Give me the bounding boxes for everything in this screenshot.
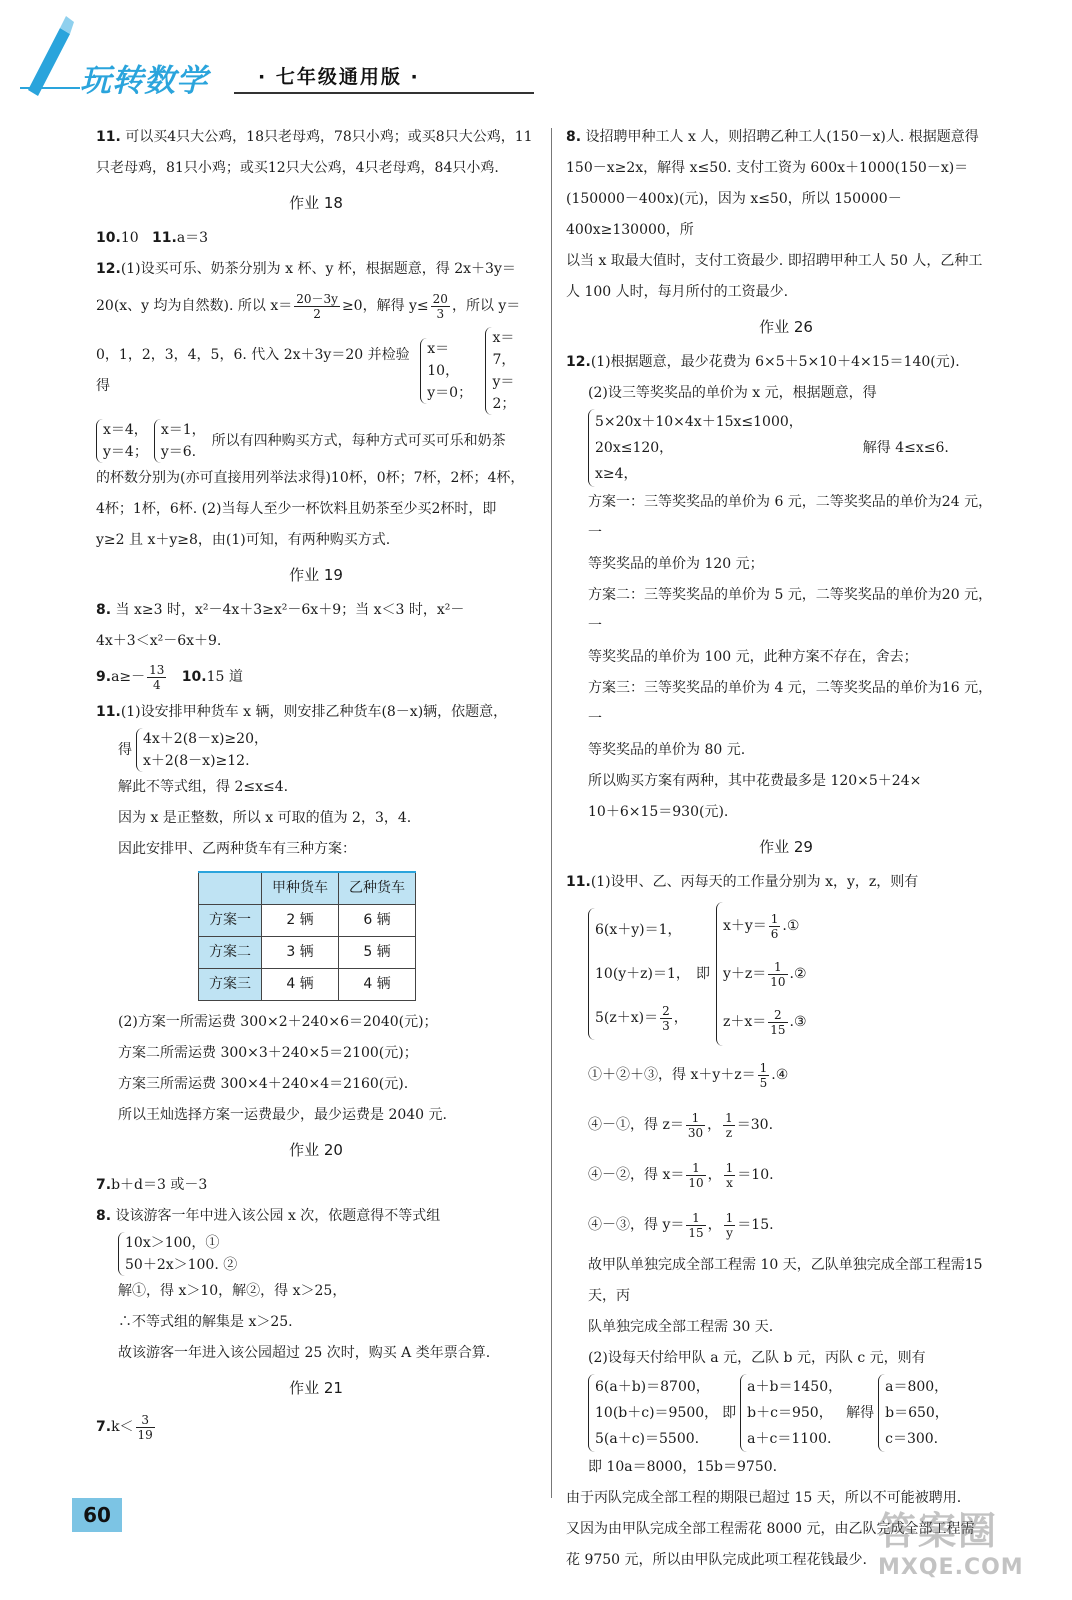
answer-10-11-hw18: 10.10 11.a＝3 bbox=[96, 230, 209, 246]
answer-8-hw25: 8. 设招聘甲种工人 x 人，则招聘乙种工人(150－x)人. 根据题意得 150－x≥2x，解得 x≤50. 支付工资为 600x＋1000(150－x)＝ (150000－400x)(元)，因为 x≤50，所以 150000－400x≥130000，所 以当 x 取最大值时，支付工资最少. 即招聘甲种工人 50 人，乙种工 人 100 人时，每月所付的工资最少. bbox=[566, 129, 983, 300]
answer-11-hw19: 11.(1)设安排甲种货车 x 辆，则安排乙种货车(8－x)辆，依题意， 得 4x＋2(8－x)≥20， x＋2(8－x)≥12. 解此不等式组，得 2≤x≤4. 因为 x 是正整数，所以 x 可取的值为 2，3，4. 因此安排甲、乙两种货车有三种方案： 甲种货车 乙种货车 方案一 2 辆 6 辆 方案二 3 辆 5 辆 方案三 4 辆 4 辆 (2)方案一所需运费 300×2＋240×6＝2040(元)； 方案二所需运费 300×3＋240×5＝2100(元)； 方案三所需运费 300×4＋240×4＝2160(元). 所以王灿选择方案一运费最少，最少运费是 2040 元. bbox=[96, 704, 508, 1123]
answer-12-hw18: 12.(1)设买可乐、奶茶分别为 x 杯、y 杯，根据题意，得 2x＋3y＝ 20(x、y 均为自然数). 所以 x＝ $\frac{20-3y}{2}$ ≥0，解得 y≤ $\frac{20}{3}$ ，所以 y＝ 0，1，2，3，4，5，6. 代入 2x＋3y＝20 并检验得 x＝10， y＝0； x＝7， y＝2； x＝4， y＝4； x＝1， y＝6. 所以有四种购买方式，每种方式可买可乐和奶茶 的杯数分别为(亦可直接用列举法求得)10杯，0杯；7杯，2杯；4杯， 4杯；1杯，6杯. (2)当每人至少一杯饮料且奶茶至少买2杯时，即 y≥2 且 x＋y≥8，由(1)可知，有两种购买方式. bbox=[96, 254, 536, 556]
brand-title: 玩转数学 bbox=[80, 63, 208, 99]
table-row: 方案一 2 辆 6 辆 bbox=[199, 905, 416, 937]
answer-8-hw19: 8. 当 x≥3 时，x²－4x＋3≥x²－6x＋9；当 x＜3 时，x²－ 4x＋3＜x²－6x＋9. bbox=[96, 602, 465, 649]
section-hw18: 作业 18 bbox=[289, 194, 343, 212]
left-column bbox=[96, 122, 536, 1446]
table-row: 方案二 3 辆 5 辆 bbox=[199, 937, 416, 969]
section-hw26: 作业 26 bbox=[759, 318, 813, 336]
answer-7-hw20: 7.b＋d＝3 或－3 bbox=[96, 1177, 208, 1193]
header-rule bbox=[234, 92, 534, 94]
section-hw19: 作业 19 bbox=[289, 566, 343, 584]
table-header bbox=[199, 872, 262, 905]
answer-12-hw26: 12.(1)根据题意，最少花费为 6×5＋5×10＋4×15＝140(元). (2)设三等奖奖品的单价为 x 元，根据题意，得 5×20x＋10×4x＋15x≤1000， 20x≤120， x≥4， 解得 4≤x≤6. 方案一：三等奖奖品的单价为 6 元，二等奖奖品的单价为24 元，一 等奖奖品的单价为 120 元； 方案二：三等奖奖品的单价为 5 元，二等奖奖品的单价为20 元，一 等奖奖品的单价为 100 元，此种方案不存在，舍去； 方案三：三等奖奖品的单价为 4 元，二等奖奖品的单价为16 元，一 等奖奖品的单价为 80 元. 所以购买方案有两种，其中花费最多是 120×5＋24× 10＋6×15＝930(元). bbox=[566, 354, 993, 820]
page-header bbox=[0, 0, 1072, 110]
watermark bbox=[878, 1500, 1028, 1580]
section-hw21: 作业 21 bbox=[289, 1379, 343, 1397]
table-header: 甲种货车 bbox=[262, 872, 339, 905]
edition-label: · 七年级通用版 · bbox=[258, 66, 420, 88]
truck-plan-table bbox=[198, 871, 416, 1001]
section-hw20: 作业 20 bbox=[289, 1141, 343, 1159]
answer-11-hw17: 11. 可以买4只大公鸡，18只老母鸡，78只小鸡；或买8只大公鸡，11 只老母鸡，81只小鸡；或买12只大公鸡，4只老母鸡，84只小鸡. bbox=[96, 129, 533, 176]
answer-11-hw29: 11.(1)设甲、乙、丙每天的工作量分别为 x，y，z，则有 6(x＋y)＝1， 10(y＋z)＝1， 5(z＋x)＝ $\frac{2}{3}$ ， 即 x＋y＝ $\frac{1}{6}$ .① y＋z＝ $\frac{1}{10}$ .② z＋x＝ $\frac{2}{15}$ .③ ①＋②＋③，得 x＋y＋z＝ $\frac{1}{5}$ .④ ④－①，得 z＝ $\frac{1}{30}$ ， $\frac{1}{z}$ ＝30. ④－②，得 x＝ $\frac{1}{10}$ ， $\frac{1}{x}$ ＝10. ④－③，得 y＝ $\frac{1}{15}$ ， $\frac{1}{y}$ ＝15. 故甲队单独完成全部工程需 10 天，乙队单独完成全部工程需15 天，丙 队单独完成全部工程需 30 天. (2)设每天付给甲队 a 元，乙队 b 元，丙队 c 元，则有 6(a＋b)＝8700， 10(b＋c)＝9500， 5(a＋c)＝5500. 即 a＋b＝1450， b＋c＝950， a＋c＝1100. 解得 a＝800， b＝650， c＝300. 即 10a＝8000，15b＝9750. 由于丙队完成全部工程的期限已超过 15 天，所以不可能被聘用. 又因为由甲队完成全部工程需花 8000 元，由乙队完成全部工程需 花 9750 元，所以由甲队完成此项工程花钱最少. bbox=[566, 874, 983, 1568]
section-hw29: 作业 29 bbox=[759, 838, 813, 856]
table-header: 乙种货车 bbox=[339, 872, 416, 905]
column-divider bbox=[551, 128, 552, 1498]
answer-8-hw20: 8. 设该游客一年中进入该公园 x 次，依题意得不等式组 10x＞100，① 50＋2x＞100. ② 解①，得 x＞10，解②，得 x＞25， ∴不等式组的解集是 x＞25. 故该游客一年进入该公园超过 25 次时，购买 A 类年票合算. bbox=[96, 1208, 491, 1361]
right-column bbox=[566, 122, 1006, 1576]
table-row: 方案三 4 辆 4 辆 bbox=[199, 969, 416, 1001]
page-number: 60 bbox=[72, 1498, 122, 1532]
watermark-title: 答案圈 bbox=[878, 1509, 999, 1553]
answer-7-hw21: 7.k＜ $\frac{3}{19}$ bbox=[96, 1412, 153, 1442]
watermark-url: MXQE.COM bbox=[878, 1555, 1024, 1580]
answer-9-10-hw19: 9.a≥－ $\frac{13}{4}$ 10.15 道 bbox=[96, 662, 243, 692]
